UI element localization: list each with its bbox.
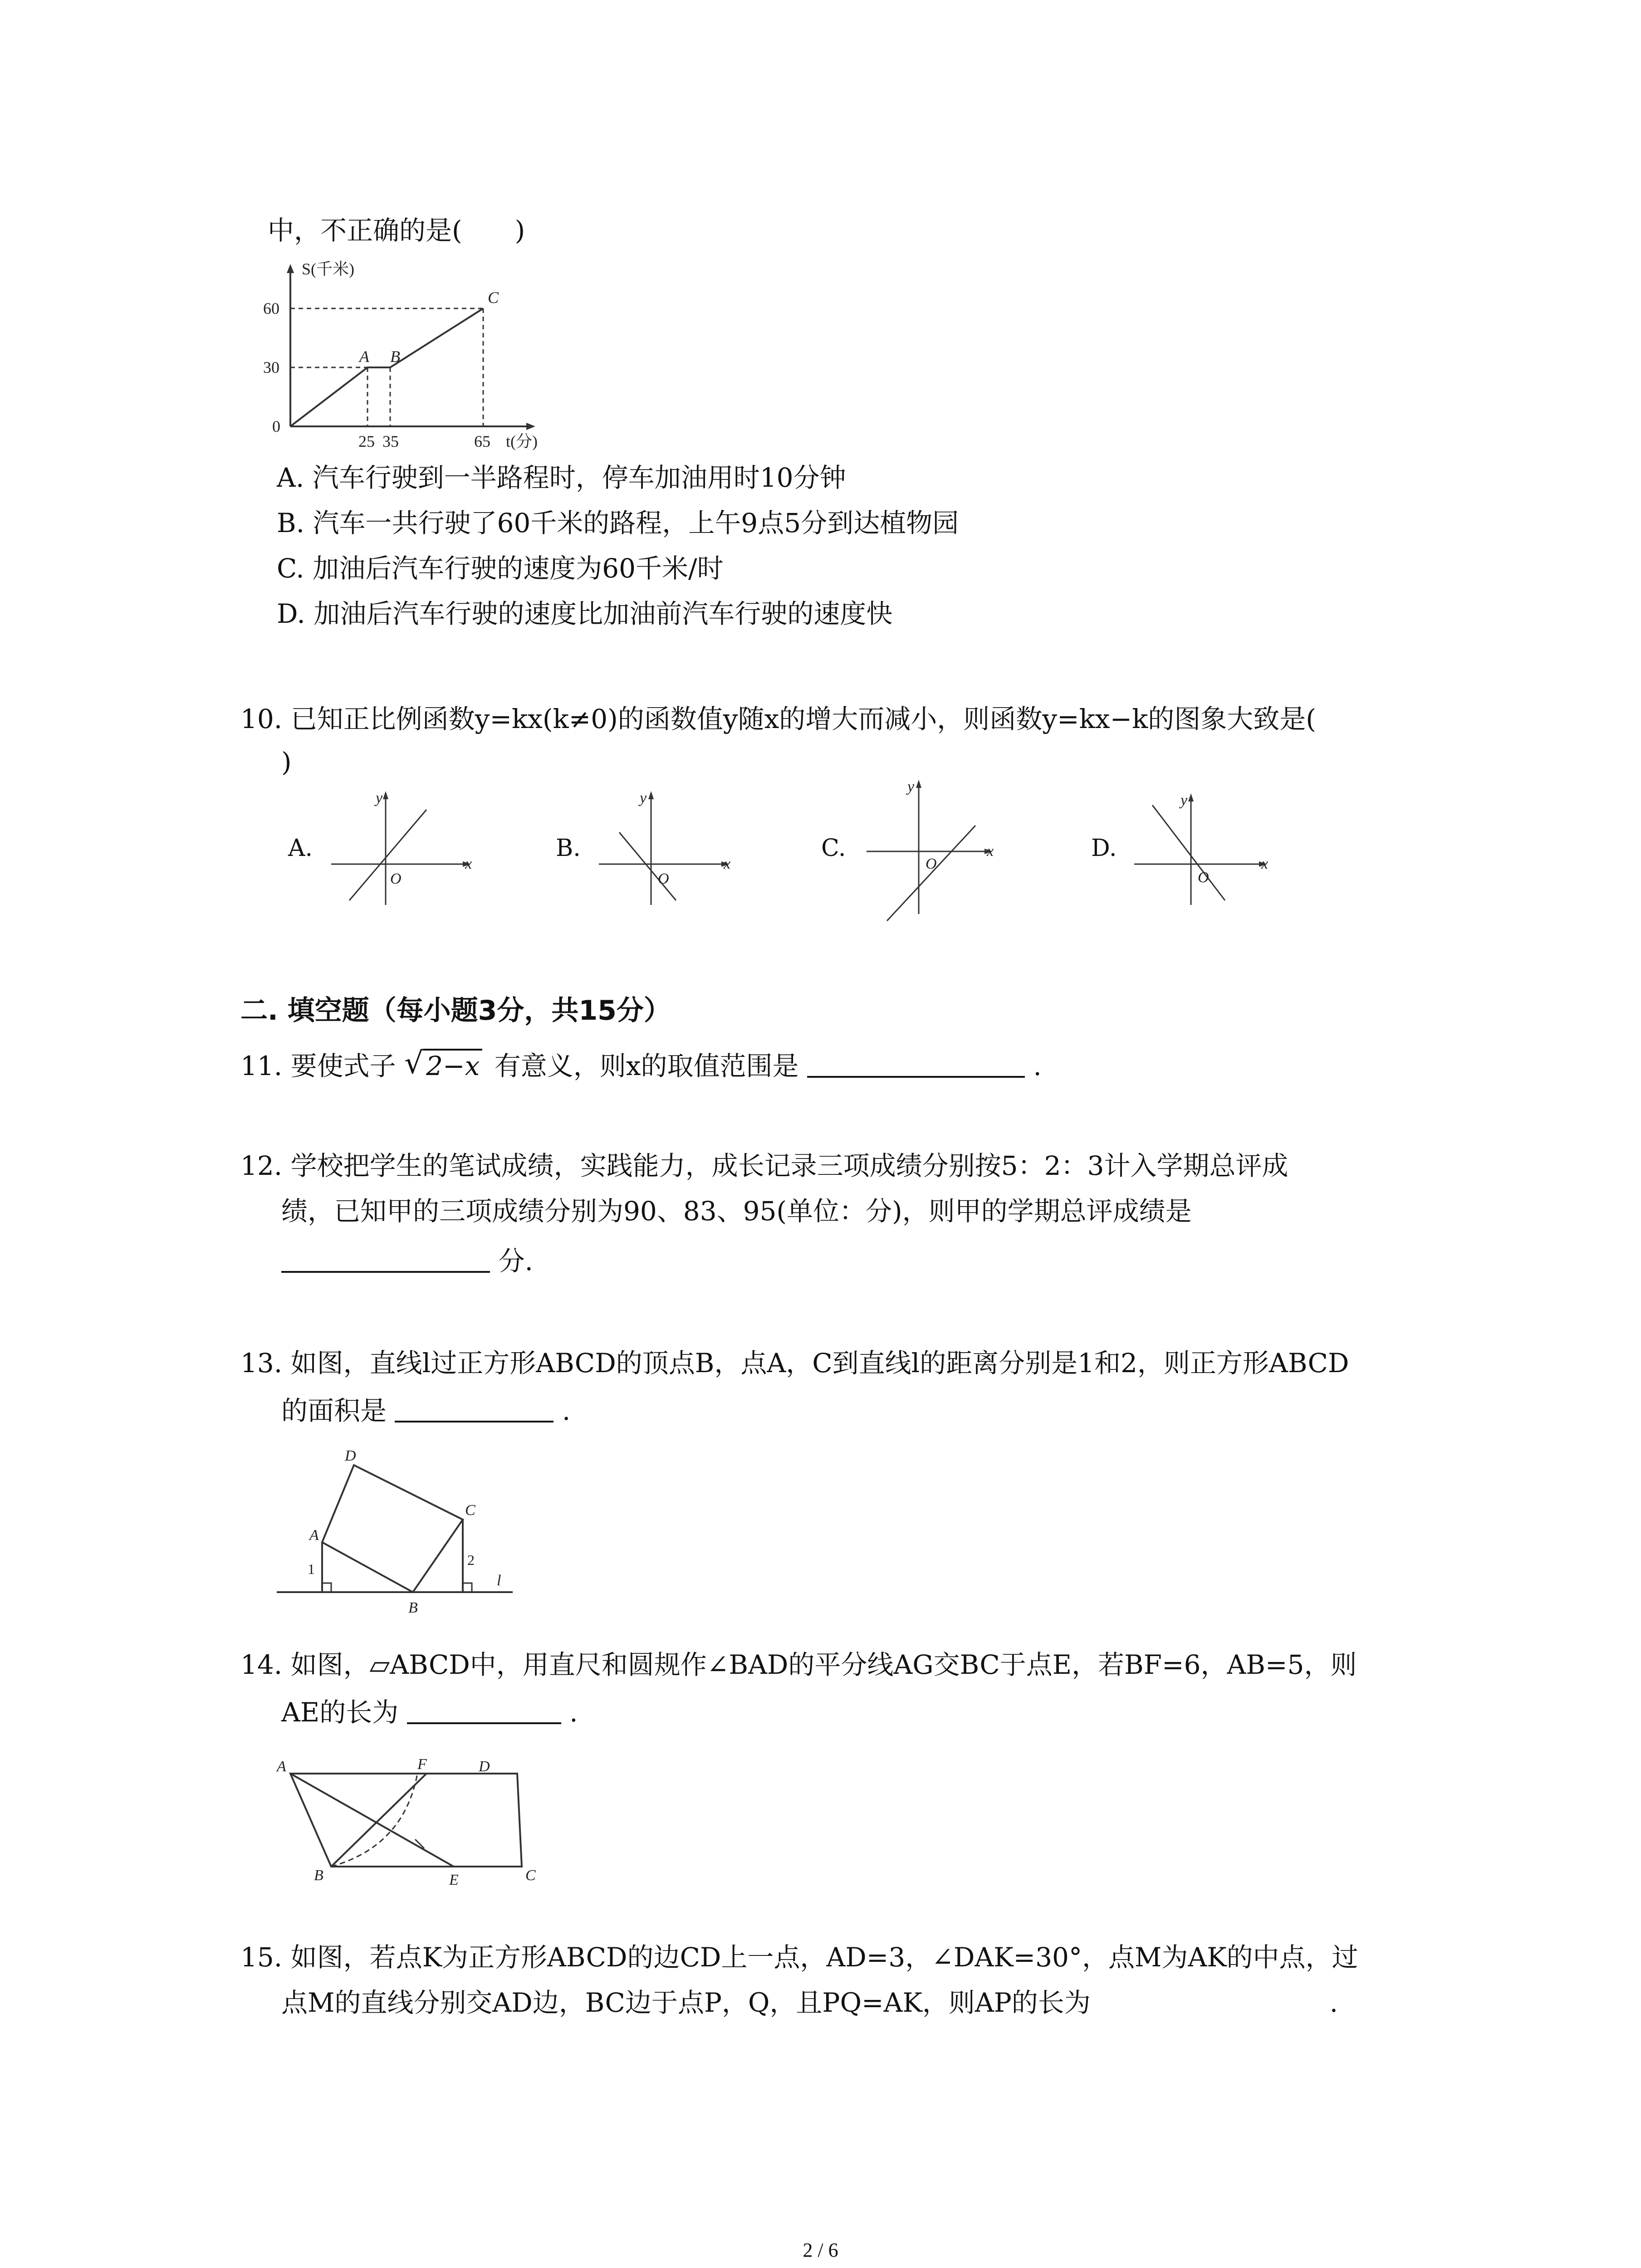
q14-parallelogram-figure <box>272 1751 563 1901</box>
q13-answer-blank[interactable] <box>395 1393 554 1422</box>
q10-a-origin: O <box>390 870 402 887</box>
sqrt-symbol: √ <box>404 1046 424 1080</box>
q9-option-d: D. 加油后汽车行驶的速度比加油前汽车行驶的速度快 <box>277 598 893 629</box>
q9-point-b: B <box>390 347 400 366</box>
q10-d-origin: O <box>1198 869 1209 886</box>
q10-c-x-label: x <box>987 843 994 860</box>
q9-y-tick-0: 0 <box>272 417 280 435</box>
q13-label-b: B <box>408 1599 418 1616</box>
q10-b-origin: O <box>658 870 669 887</box>
q9-y-tick-30: 30 <box>263 358 279 376</box>
q10-choice-b-label: B. <box>556 835 581 862</box>
q10-c-origin: O <box>926 855 937 872</box>
q13-prefix: 的面积是 <box>281 1395 387 1426</box>
q15-line1: 15. 如图，若点K为正方形ABCD的边CD上一点，AD=3，∠DAK=30°，点M为AK的中点，过 <box>240 1942 1358 1973</box>
q9-y-tick-60: 60 <box>263 299 279 318</box>
q10-c-y-label: y <box>907 778 915 795</box>
q14-label-f: F <box>417 1756 427 1773</box>
q12-line3 <box>281 1243 533 1279</box>
q10-stem-cont: ) <box>281 747 292 777</box>
q10-choice-d-label: D. <box>1091 835 1117 862</box>
q15-end: . <box>1329 1987 1338 2018</box>
q13-label-1: 1 <box>308 1561 315 1577</box>
q10-a-x-label: x <box>465 855 472 872</box>
section-2-title: 二. 填空题（每小题3分，共15分） <box>240 995 671 1026</box>
q13-line2 <box>281 1393 570 1429</box>
q13-square-abcd <box>322 1465 463 1592</box>
q15-text: 点M的直线分别交AD边，BC边于点P，Q，且PQ=AK，则AP的长为 <box>281 1987 1091 2018</box>
q13-line1: 13. 如图，直线l过正方形ABCD的顶点B，点A，C到直线l的距离分别是1和2，则正方形ABCD <box>240 1348 1349 1378</box>
q9-option-c: C. 加油后汽车行驶的速度为60千米/时 <box>277 553 724 584</box>
q13-label-c: C <box>465 1502 475 1519</box>
q11-radicand: 2−x <box>423 1049 482 1081</box>
page-number: 2 / 6 <box>803 2239 838 2261</box>
q9-distance-time-graph <box>254 254 554 463</box>
q10-b-x-label: x <box>724 855 731 872</box>
q10-d-y-label: y <box>1181 792 1188 809</box>
q14-label-c: C <box>525 1867 536 1884</box>
q10-graph-a <box>327 789 476 912</box>
q9-x-tick-35: 35 <box>382 432 399 450</box>
q14-bisector <box>290 1774 454 1867</box>
q9-y-label: S(千米) <box>302 260 354 278</box>
q10-choice-a-label: A. <box>288 835 313 862</box>
q11-prefix: 11. 要使式子 <box>240 1051 396 1081</box>
q10-graph-d <box>1130 792 1279 914</box>
q14-label-b: B <box>314 1867 323 1884</box>
q13-label-l: l <box>497 1572 501 1589</box>
q12-suffix: 分. <box>498 1246 533 1276</box>
q13-square-figure <box>272 1429 526 1619</box>
q14-label-e: E <box>449 1872 459 1888</box>
q14-line2 <box>281 1694 578 1730</box>
q14-answer-blank[interactable] <box>407 1694 561 1724</box>
q11-end: . <box>1033 1051 1042 1081</box>
q9-stem-tail: 中，不正确的是( ) <box>268 215 525 246</box>
q14-line1: 14. 如图，▱ABCD中，用直尺和圆规作∠BAD的平分线AG交BC于点E，若BF=6，AB=5，则 <box>240 1649 1357 1680</box>
q10-d-x-label: x <box>1261 855 1269 872</box>
q11-sqrt <box>404 1048 482 1084</box>
q9-option-b: B. 汽车一共行驶了60千米的路程，上午9点5分到达植物园 <box>277 508 959 538</box>
q9-point-c: C <box>488 288 499 307</box>
q12-line1: 12. 学校把学生的笔试成绩，实践能力，成长记录三项成绩分别按5：2：3计入学期总评成 <box>240 1150 1288 1181</box>
q13-label-a: A <box>309 1527 319 1544</box>
q14-label-d: D <box>479 1758 490 1775</box>
q9-x-label: t(分) <box>506 432 538 450</box>
q14-prefix: AE的长为 <box>281 1697 399 1728</box>
q11-suffix: 有意义，则x的取值范围是 <box>494 1051 799 1081</box>
q9-x-tick-25: 25 <box>358 432 375 450</box>
q10-b-y-label: y <box>640 790 647 807</box>
q9-point-a: A <box>359 347 369 366</box>
q9-x-tick-65: 65 <box>474 432 490 450</box>
q10-graph-c <box>862 778 1007 928</box>
q12-line2: 绩，已知甲的三项成绩分别为90、83、95(单位：分)，则甲的学期总评成绩是 <box>281 1196 1192 1227</box>
q12-answer-blank[interactable] <box>281 1243 490 1273</box>
q13-label-2: 2 <box>467 1552 475 1568</box>
q14-label-a: A <box>277 1758 286 1775</box>
q13-end: . <box>562 1395 571 1426</box>
q11-answer-blank[interactable] <box>807 1048 1025 1078</box>
q9-option-a: A. 汽车行驶到一半路程时，停车加油用时10分钟 <box>277 462 846 493</box>
q11-line <box>240 1048 1042 1084</box>
q14-parallelogram <box>290 1774 522 1867</box>
q10-stem: 10. 已知正比例函数y=kx(k≠0)的函数值y随x的增大而减小，则函数y=kx−k的图象大致是( <box>240 704 1316 734</box>
q10-graph-b <box>594 789 744 912</box>
q14-end: . <box>569 1697 578 1728</box>
q10-a-y-label: y <box>376 790 383 807</box>
q15-line2 <box>281 1984 1338 2021</box>
q13-label-d: D <box>345 1447 356 1464</box>
q10-choice-c-label: C. <box>821 835 846 862</box>
